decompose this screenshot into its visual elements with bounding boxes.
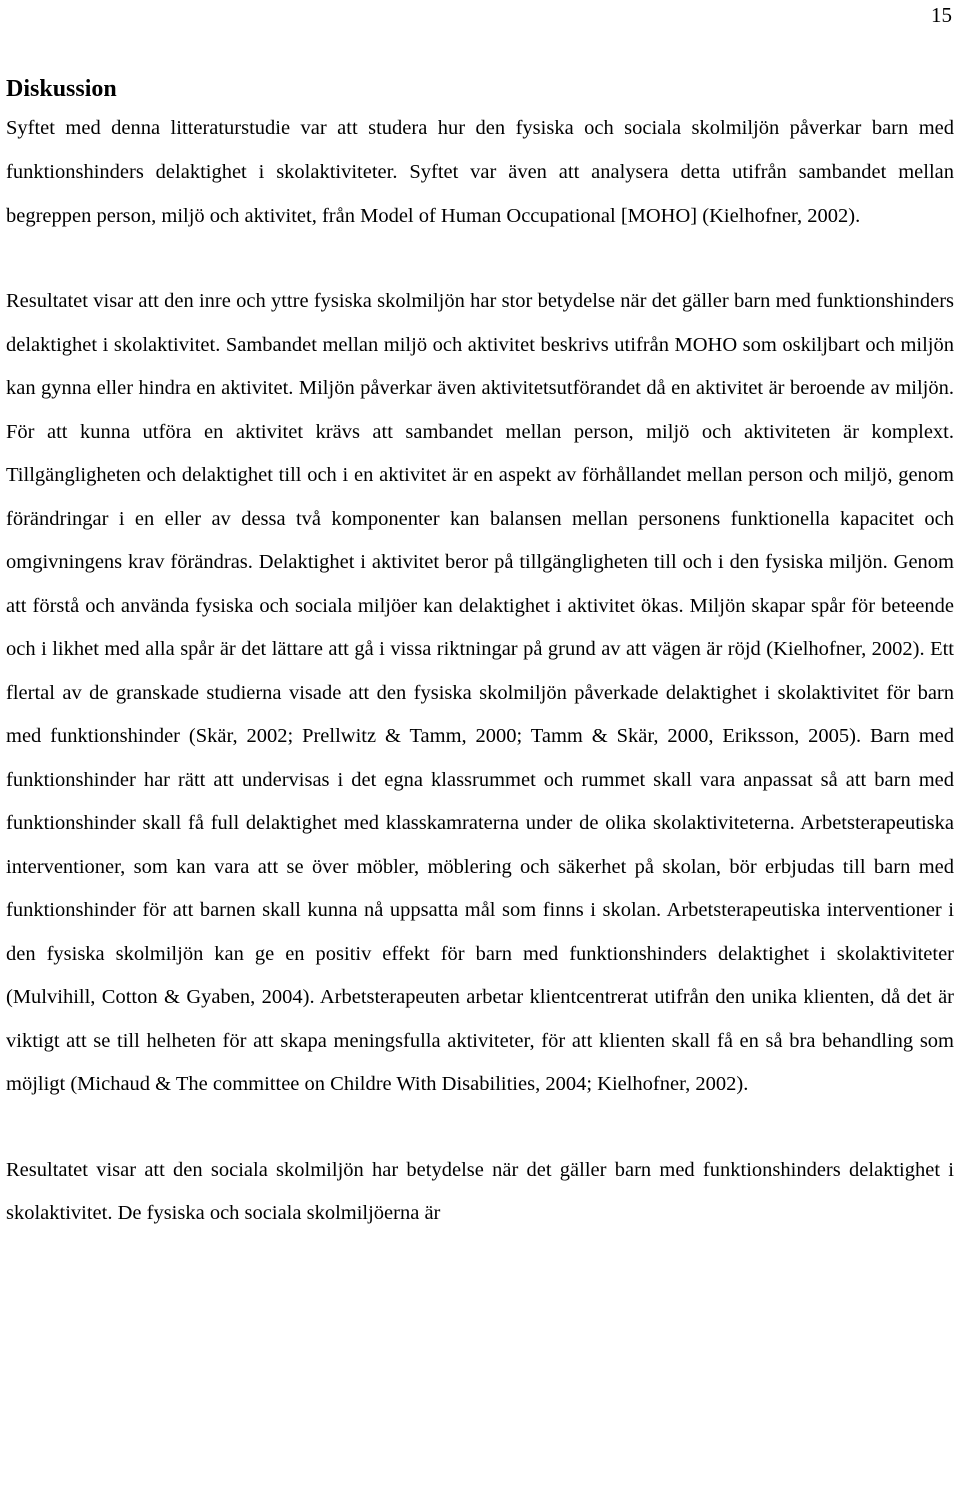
paragraph-aim: Syftet med denna litteraturstudie var att studera hur den fysiska och sociala skolmiljön påverkar barn med funktionshinders delaktighet i skolaktiviteter. Syftet var även att analysera detta utifrån sambandet mellan begreppen person, miljö och aktivitet, från Model of Human Occupational [MOHO] (Kielhofner, 2002). [6,117,954,227]
section-heading: Diskussion [6,76,117,102]
page-number: 15 [931,3,952,27]
main-content [6,72,954,1236]
paragraph-physical-environment: Resultatet visar att den inre och yttre fysiska skolmiljön har stor betydelse när det gäller barn med funktionshinders delaktighet i skolaktivitet. Sambandet mellan miljö och aktivitet beskrivs utifrån MOHO som oskiljbart och miljön kan gynna eller hindra en aktivitet. Miljön påverkar även aktivitetsutförandet då en aktivitet är beroende av miljön. För att kunna utföra en aktivitet krävs att sambandet mellan person, miljö och aktiviteten är komplext. Tillgängligheten och delaktighet till och i en aktivitet är en aspekt av förhållandet mellan person och miljö, genom förändringar i en eller av dessa två komponenter kan balansen mellan personens funktionella kapacitet och omgivningens krav förändras. Delaktighet i aktivitet beror på tillgängligheten till och i den fysiska miljön. Genom att förstå och använda fysiska och sociala miljöer kan delaktighet i aktivitet ökas. Miljön skapar spår för beteende och i likhet med alla spår är det lättare att gå i vissa riktningar på grund av att vägen är röjd (Kielhofner, 2002). Ett flertal av de granskade studierna visade att den fysiska skolmiljön påverkade delaktighet i skolaktivitet för barn med funktionshinder (Skär, 2002; Prellwitz & Tamm, 2000; Tamm & Skär, 2000, Eriksson, 2005). Barn med funktionshinder har rätt att undervisas i det egna klassrummet och rummet skall vara anpassat så att barn med funktionshinder skall få full delaktighet med klasskamraterna under de olika skolaktiviteterna. Arbetsterapeutiska interventioner, som kan vara att se över möbler, möblering och säkerhet på skolan, bör erbjudas till barn med funktionshinder för att barnen skall kunna nå uppsatta mål som finns i skolan. Arbetsterapeutiska interventioner i den fysiska skolmiljön kan ge en positiv effekt för barn med funktionshinders delaktighet i skolaktiviteter (Mulvihill, Cotton & Gyaben, 2004). Arbetsterapeuten arbetar klientcentrerat utifrån den unika klienten, då det är viktigt att se till helheten för att skapa meningsfulla aktiviteter, för att klienten skall få en så bra behandling som möjligt (Michaud & The committee on Childre With Disabilities, 2004; Kielhofner, 2002). [6,290,954,1095]
paragraph-social-environment: Resultatet visar att den sociala skolmiljön har betydelse när det gäller barn med funktionshinders delaktighet i skolaktivitet. De fysiska och sociala skolmiljöerna är [6,1158,954,1224]
